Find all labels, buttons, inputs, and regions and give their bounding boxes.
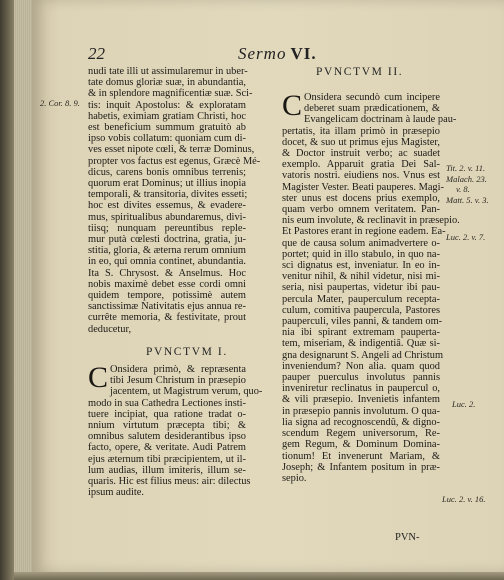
text-line: gna designarunt S. Angeli ad Christum	[282, 349, 444, 361]
running-head-title: Sermo	[238, 44, 287, 63]
text-line: scendum Regem universorum, Re-	[282, 428, 440, 440]
text-line: inveniendum? Non alia. quam quod	[282, 360, 440, 372]
text-line: pauperculi, viles panni, & tandem om-	[282, 316, 443, 328]
text-line: tionum! Et invenerunt Mariam, &	[282, 450, 440, 462]
right-column-punctum-2-text	[282, 89, 460, 484]
page-number: 22	[88, 44, 105, 63]
margin-note: Tit. 2. v. 11.	[446, 163, 486, 173]
text-line: quaris. Hic est filius meus: air: dilectus	[88, 476, 251, 488]
text-line: nnium virtutum præcepta tibi; &	[88, 420, 246, 432]
text-line: exemplo. Apparuit gratia Dei Sal-	[282, 159, 440, 171]
text-line: quorum erat Dominus; ut illius inopia	[88, 178, 246, 190]
text-line: mus, spiritualibus abundaremus, divi-	[88, 211, 246, 223]
text-line: lum audias, illum imiteris, illum se-	[88, 464, 246, 476]
text-line: que de causa solum animadvertere o-	[282, 237, 440, 249]
text-line: mur putà cœlesti doctrina, gratia, ju-	[88, 234, 246, 246]
text-line: modo in sua Cathedra Lectiones insti-	[88, 397, 246, 409]
text-line: ejus æternum tibi præcipientem, ut il-	[88, 453, 246, 465]
margin-note: v. 8.	[456, 184, 470, 194]
text-line: jacentem, ut Magistrum verum, quo-	[110, 386, 263, 398]
text-line: propter vos factus est egenus, Græcè Mé-	[88, 155, 261, 167]
text-line: Ita S. Chrysost. & Anselmus. Hoc	[88, 267, 246, 279]
text-line: & Doctor instruit verbo; ac suadet	[282, 148, 440, 160]
catchword: PVN-	[395, 532, 420, 543]
text-line: Joseph; & Infantem positum in præ-	[282, 461, 440, 473]
text-line: in præsepio pannis involutum. O qua-	[282, 405, 440, 417]
text-line: sepio.	[282, 472, 307, 484]
drop-cap-letter: C	[282, 89, 303, 122]
text-line: est beneficium summum gratuitò ab	[88, 122, 246, 134]
text-line: omnibus salutem desiderantibus ipso	[88, 431, 246, 443]
page-bottom-edge	[14, 572, 504, 580]
text-line: tibi Jesum Christum in præsepio	[110, 375, 246, 387]
text-line: in eo, qui omnia continet, abundantia.	[88, 256, 246, 268]
margin-note: Luc. 2. v. 7.	[446, 232, 486, 242]
section-heading-punctum-1: PVNCTVM I.	[146, 346, 228, 358]
margin-note: Luc. 2. v. 16.	[442, 494, 486, 504]
margin-note: Luc. 2.	[452, 399, 476, 409]
book-spine-edge	[0, 0, 14, 580]
section-heading-punctum-2: PVNCTVM II.	[316, 66, 404, 78]
text-line: tuere incipiat, qua ratione tradat o-	[88, 408, 246, 420]
text-line: docet, & suo ut primus ejus Magister,	[282, 136, 440, 148]
text-line: quidem tempore, potissimè autem	[88, 290, 246, 302]
text-line: seria, nisi paupertas, videtur ibi pau-	[282, 282, 440, 294]
text-line: venitur nihil, & nihil videtur, nisi mi-	[282, 271, 440, 283]
text-line: gem Regum, & Dominum Domina-	[282, 439, 440, 451]
text-line: nia ibi spirant extremam pauperta-	[282, 327, 440, 339]
left-column-punctum-1-text	[88, 361, 263, 499]
text-line: quam verbo omnem veritatem. Pan-	[282, 204, 440, 216]
text-line: culum, comitiva paupercula, Pastores	[282, 304, 440, 316]
text-line: & vili præsepio. Invenietis infantem	[282, 394, 440, 406]
page-stack-edge	[14, 0, 32, 580]
text-line: Onsidera secundò cum incipere	[304, 92, 440, 103]
text-line: tiisq; nunquam pereuntibus reple-	[88, 222, 246, 234]
text-line: Evangelicam doctrinam à laude pau-	[304, 114, 457, 126]
text-line: nudi tate illi ut assimularemur in uber-	[88, 66, 248, 77]
text-line: ster unus est docens prius exemplo,	[282, 192, 440, 204]
text-line: lia signa ad recognoscendû, & digno-	[282, 416, 440, 428]
text-line: currête memoria, & festivitate, prout	[88, 312, 246, 324]
margin-note: Matt. 5. v. 3.	[446, 195, 489, 205]
text-line: pauper puerculus involutus pannis	[282, 372, 440, 384]
drop-cap-letter: C	[88, 361, 109, 394]
text-line: tis: inquit Apostolus: & exploratam	[88, 99, 246, 111]
text-line: percula Mater, pauperculum recepta-	[282, 293, 440, 305]
text-line: ipsum audite.	[88, 487, 144, 499]
text-line: Onsidera primò, & repræsenta	[110, 364, 246, 375]
text-line: pertatis, ita illam primò in præsepio	[282, 125, 440, 137]
text-line: nobis maximè debet esse cordi omni	[88, 278, 246, 290]
text-line: portet; quid in illo stabulo, in quo na-	[282, 248, 440, 260]
text-line: facto, opere, & veritate. Audi Patrem	[88, 442, 246, 454]
margin-note: 2. Cor. 8. 9.	[40, 98, 80, 108]
text-line: sanctissimæ Nativitatis ejus annua re-	[88, 301, 246, 313]
text-line: tate domus gloriæ suæ, in abundantia,	[88, 77, 246, 89]
page-header	[88, 44, 484, 64]
text-line: nis eum involute, & reclinavit in præsepio.	[282, 215, 460, 227]
text-line: vatoris nostri. eiudiens nos. Vnus est	[282, 170, 440, 182]
text-line: deducetur,	[88, 323, 132, 335]
text-line: deberet suam prædicationem, &	[304, 103, 440, 115]
text-line: ves esset nipote cœli, & terræ Dominus,	[88, 144, 255, 156]
text-line: hoc est divites essemus, & evadere-	[88, 200, 246, 212]
left-column-text	[88, 66, 261, 335]
text-line: tem, miseriam, & indigentiâ. Quæ si-	[282, 338, 440, 350]
text-line: inveniretur reclinatus in paupercul o,	[282, 383, 440, 395]
text-line: Magister Vester. Beati pauperes. Magi-	[282, 181, 444, 193]
running-head-numeral: VI.	[290, 44, 317, 63]
running-head	[238, 44, 317, 64]
text-line: Et Pastores erant in regione eadem. Ea-	[282, 226, 446, 238]
text-line: stitia, gloria, & æterna rerum omnium	[88, 245, 246, 257]
text-line: habetis, eximiam gratiam Christi, hoc	[88, 110, 246, 122]
text-line: dicus, carens bonis omnibus terrenis;	[88, 166, 246, 178]
text-line: temporali, & transitoria, divites esseti;	[88, 189, 248, 201]
margin-note: Malach. 23.	[446, 174, 487, 184]
text-line: & in splendore magnificentiæ suæ. Sci-	[88, 88, 253, 100]
text-line: sci dignatus est, inveniatur. In eo in-	[282, 260, 440, 272]
text-line: ipso vobis collatum: quoniam cum di-	[88, 133, 246, 145]
